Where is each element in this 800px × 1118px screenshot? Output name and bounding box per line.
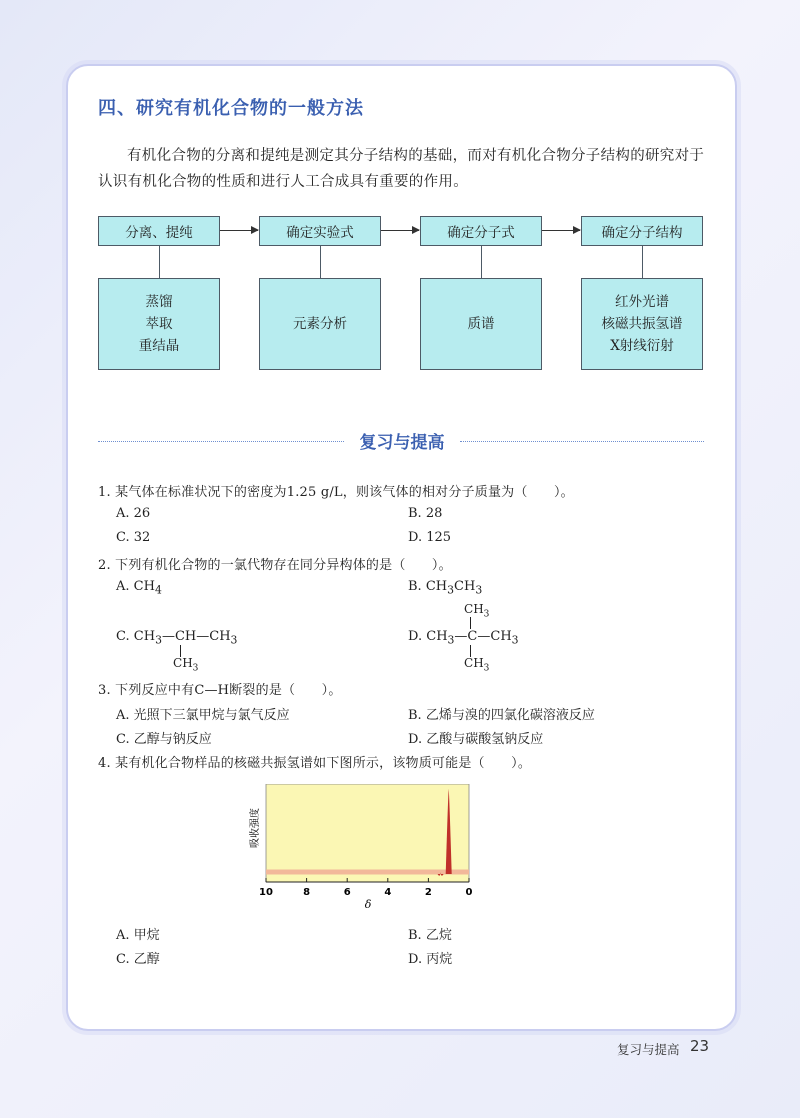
nmr-spectrum-chart [246, 784, 476, 914]
q1-option-c: C. 32 [116, 530, 151, 545]
flow-connector [159, 246, 160, 278]
flow-methods-separation [98, 278, 220, 370]
method-item: 萃取 [145, 316, 173, 332]
divider-left [98, 441, 344, 442]
x-axis-label: δ [364, 898, 372, 911]
method-item: 核磁共振氢谱 [601, 316, 683, 332]
review-title: 复习与提高 [359, 433, 445, 453]
section-title: 四、研究有机化合物的一般方法 [98, 98, 364, 119]
flow-methods-empirical [259, 278, 381, 370]
q2-option-a [116, 579, 162, 597]
flow-step-molecular-structure: 确定分子结构 [581, 216, 703, 246]
flow-arrow [381, 230, 419, 231]
method-item: 重结晶 [138, 338, 180, 354]
q1-option-d: D. 125 [408, 530, 452, 545]
flow-connector [320, 246, 321, 278]
flow-connector [642, 246, 643, 278]
x-tick-label: 2 [424, 887, 432, 898]
formula-ch4: $CH_4$ [133, 579, 162, 597]
method-item: X射线衍射 [610, 338, 674, 354]
formula-propane-main: $CH_3—CH—CH_3$ [133, 629, 238, 647]
formula-top-branch: $CH_3$ [464, 602, 490, 620]
q2-option-d [408, 629, 519, 647]
flow-arrow [542, 230, 580, 231]
y-axis-label: 吸收强度 [250, 808, 261, 848]
flow-step-molecular-formula: 确定分子式 [420, 216, 542, 246]
flow-methods-molecular [420, 278, 542, 370]
formula-branch: $CH_3$ [173, 656, 199, 674]
flow-methods-structure [581, 278, 703, 370]
option-label: C. [116, 629, 130, 644]
formula-ethane: $CH_3CH_3$ [425, 579, 483, 597]
option-label: A. [116, 579, 130, 594]
flow-step-separation: 分离、提纯 [98, 216, 220, 246]
method-item: 质谱 [467, 316, 495, 332]
question-2: 2. 下列有机化合物的一氯代物存在同分异构体的是（ ）。 [98, 558, 452, 573]
option-label: D. [408, 629, 423, 644]
method-item: 元素分析 [293, 316, 347, 332]
flow-arrow [220, 230, 258, 231]
formula-bottom-branch: $CH_3$ [464, 656, 490, 674]
page-number: 23 [690, 1037, 710, 1055]
q3-option-d: D. 乙酸与碳酸氢钠反应 [408, 732, 544, 747]
footer-section-label: 复习与提高 [617, 1042, 680, 1057]
nmr-spectrum-svg [246, 784, 476, 914]
flow-connector [481, 246, 482, 278]
q4-option-c: C. 乙醇 [116, 952, 160, 967]
option-label: B. [408, 579, 422, 594]
flow-step-empirical-formula: 确定实验式 [259, 216, 381, 246]
x-tick-label: 8 [303, 887, 311, 898]
formula-neopentane-main: $CH_3—C—CH_3$ [426, 629, 519, 647]
q4-option-a: A. 甲烷 [116, 928, 160, 943]
q1-option-a: A. 26 [116, 506, 151, 521]
x-tick-label: 6 [343, 887, 351, 898]
x-tick-label: 0 [465, 887, 473, 898]
question-3: 3. 下列反应中有C—H断裂的是（ ）。 [98, 683, 342, 698]
divider-right [460, 441, 704, 442]
question-4: 4. 某有机化合物样品的核磁共振氢谱如下图所示，该物质可能是（ ）。 [98, 756, 532, 771]
q4-option-b: B. 乙烷 [408, 928, 452, 943]
q3-option-b: B. 乙烯与溴的四氯化碳溶液反应 [408, 708, 595, 723]
q2-option-c [116, 629, 237, 647]
plot-area [266, 784, 469, 882]
method-item: 蒸馏 [145, 294, 173, 310]
question-1: 1. 某气体在标准状况下的密度为1.25 g/L，则该气体的相对分子质量为（ ）。 [98, 485, 574, 500]
bond-line [470, 617, 471, 629]
q1-option-b: B. 28 [408, 506, 443, 521]
intro-paragraph: 有机化合物的分离和提纯是测定其分子结构的基础，而对有机化合物分子结构的研究对于认识有机化合物的性质和进行人工合成具有重要的作用。 [98, 148, 705, 190]
x-tick-label: 10 [259, 887, 273, 898]
method-item: 红外光谱 [615, 294, 669, 310]
x-tick-label: 4 [384, 887, 392, 898]
q3-option-c: C. 乙醇与钠反应 [116, 732, 212, 747]
q4-option-d: D. 丙烷 [408, 952, 453, 967]
q3-option-a: A. 光照下三氯甲烷与氯气反应 [116, 708, 290, 723]
q2-option-b [408, 579, 482, 597]
